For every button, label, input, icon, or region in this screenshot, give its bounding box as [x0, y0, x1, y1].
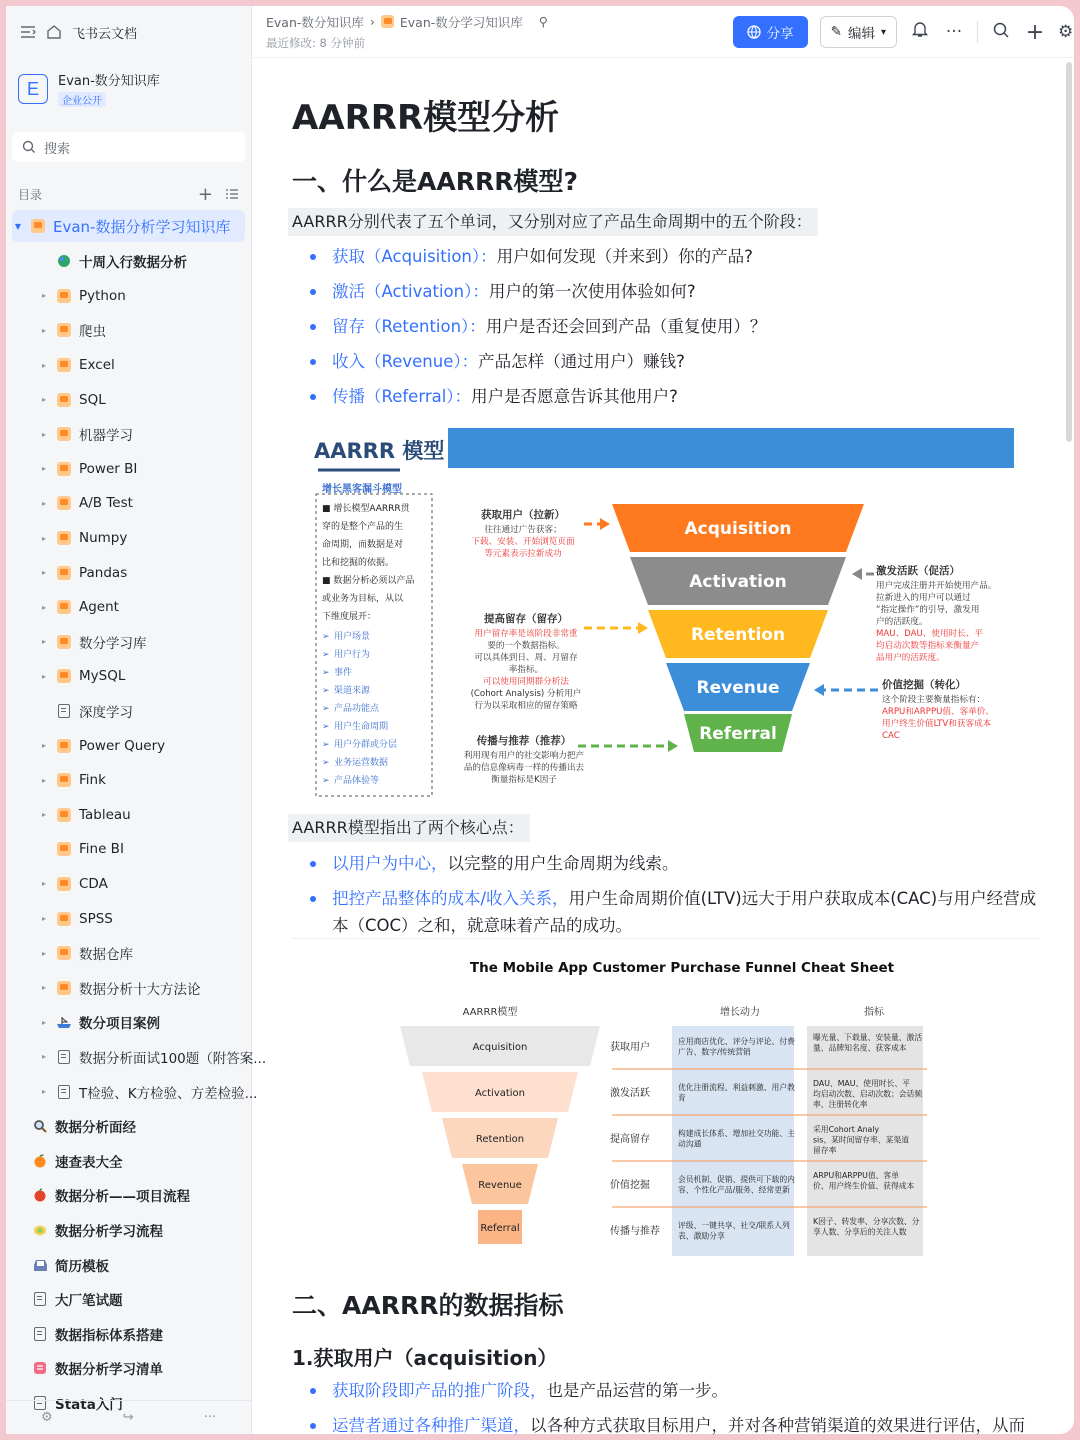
side-list-arrow: ➢: [322, 668, 330, 678]
tree-item[interactable]: [6, 1282, 251, 1317]
chevron-down-icon: ▾: [880, 26, 886, 38]
pencil-icon: ✎: [830, 24, 842, 40]
funnel-stage-label: Referral: [699, 724, 777, 744]
expand-caret-icon[interactable]: ▸: [41, 429, 46, 439]
side-text-line: ■ 数据分析必须以产品: [322, 576, 415, 586]
core-intro-text: AARRR模型指出了两个核心点：: [288, 814, 530, 842]
more-icon[interactable]: ···: [203, 1410, 216, 1425]
side-text-line: 下维度展开：: [322, 612, 377, 622]
aarrr-model-figure: [308, 422, 1018, 807]
side-list-item: 用户分群或分层: [334, 740, 398, 750]
toc-header: [6, 174, 251, 214]
tree-item-label: 数分学习库: [79, 635, 147, 652]
expand-caret-icon[interactable]: ▸: [41, 948, 46, 958]
search-placeholder: 搜索: [44, 141, 71, 157]
search-icon[interactable]: [990, 22, 1012, 43]
folder-icon: [56, 841, 72, 857]
folder-icon: [381, 15, 394, 28]
app-window: [6, 6, 1074, 1434]
tree-item[interactable]: [6, 763, 251, 798]
tree-item-label: SPSS: [79, 910, 113, 927]
tree-item-label: 速查表大全: [55, 1154, 123, 1171]
kb-name: Evan-数分知识库: [58, 74, 160, 89]
tree-item-label: Fine BI: [79, 841, 124, 858]
share-button[interactable]: [733, 16, 808, 48]
funnel-stage-label: Retention: [690, 625, 786, 645]
cheatsheet-cn-label: 激发活跃: [610, 1088, 650, 1099]
folder-icon: [56, 876, 72, 892]
tree-item-label: 十周入行数据分析: [79, 255, 187, 272]
folder-icon: [56, 357, 72, 373]
document-body: [292, 58, 1060, 1434]
tree-item-label: 大厂笔试题: [55, 1293, 123, 1310]
scrollbar[interactable]: [1066, 62, 1072, 442]
share-label: 分享: [766, 26, 794, 42]
folder-icon: [56, 322, 72, 338]
tree-item-label: 数据分析十大方法论: [79, 981, 201, 998]
funnel-stage-label: Activation: [689, 572, 787, 592]
edit-button[interactable]: [820, 16, 897, 48]
expand-caret-icon[interactable]: ▸: [41, 914, 46, 924]
tree-item-label: Excel: [79, 357, 115, 374]
annotation-line: 用户终生价值LTV和获客成本: [882, 719, 992, 729]
tree-item[interactable]: [6, 1316, 251, 1351]
expand-caret-icon[interactable]: ▸: [41, 360, 46, 370]
cheatsheet-cn-label: 获取用户: [610, 1042, 650, 1053]
side-list-item: 产品功能点: [334, 704, 380, 714]
tree-item[interactable]: [6, 382, 251, 417]
document-area: [252, 6, 1074, 1434]
cheatsheet-text-line: 均启动次数、启动次数；会话频: [813, 1089, 923, 1099]
cheatsheet-text-line: 容、个性化产品/服务、经常更新: [678, 1185, 790, 1195]
cheatsheet-text-line: 表、激励分享: [678, 1231, 725, 1241]
side-box-title: 增长黑客漏斗模型: [322, 484, 402, 495]
page-title: AARRR模型分析: [292, 98, 560, 138]
annotation-line: MAU、DAU、使用时长、平: [876, 629, 983, 639]
annotation-line: 衡量指标是K因子: [491, 775, 557, 785]
figure2-col2: 增长动力: [720, 1007, 760, 1018]
cheatsheet-text-line: 价、用户终生价值、获得成本: [813, 1181, 915, 1191]
egg-icon: [32, 1222, 48, 1238]
list-item: 获取（Acquisition）：用户如何发现（并来到）你的产品?: [304, 243, 1040, 270]
breadcrumb-root[interactable]: Evan-数分知识库: [266, 14, 364, 30]
annotation-line: 户的活跃度。: [876, 617, 928, 627]
gear-icon[interactable]: ⚙: [1058, 22, 1074, 42]
tree-item-label: 简历模板: [55, 1258, 109, 1275]
cheatsheet-text-line: sis、某时间留存率、某渠道: [813, 1135, 910, 1145]
tree-item-label: Numpy: [79, 530, 128, 547]
tree-item-root[interactable]: [12, 210, 245, 242]
side-list-item: 用户行为: [334, 650, 371, 660]
tree-item[interactable]: [6, 1109, 251, 1144]
expand-caret-icon[interactable]: ▸: [41, 291, 46, 301]
tree-item[interactable]: [6, 901, 251, 936]
apple-icon: [32, 1187, 48, 1203]
tree-item[interactable]: [6, 417, 251, 452]
cheatsheet-stage-label: Revenue: [478, 1180, 522, 1191]
expand-caret-icon[interactable]: ▸: [41, 1017, 46, 1027]
tree-item-label: 数分项目案例: [79, 1016, 160, 1033]
folder-icon: [56, 530, 72, 546]
side-text-line: ■ 增长模型AARRR贯: [322, 504, 410, 514]
annotation-line: 这个阶段主要衡量指标有：: [882, 695, 986, 705]
cheatsheet-text-line: K因子、转发率、分享次数、分: [813, 1217, 920, 1226]
expand-caret-icon[interactable]: ▸: [41, 810, 46, 820]
tree-item[interactable]: [6, 313, 251, 348]
annotation-title: 激发活跃（促活）: [876, 565, 960, 577]
folder-icon: [56, 945, 72, 961]
side-list-arrow: ➢: [322, 632, 330, 642]
sidebar-footer: [6, 1400, 251, 1434]
tree-item[interactable]: [6, 279, 251, 314]
annotation-line: 下载、安装、开始浏览页面: [471, 537, 575, 547]
tree-item[interactable]: [6, 1247, 251, 1282]
divider: [292, 938, 1040, 939]
cheatsheet-text-line: 采用Cohort Analy: [813, 1125, 880, 1134]
cheatsheet-text-line: 量、品牌知名度、获客成本: [813, 1043, 907, 1053]
tree-item-label: MySQL: [79, 668, 126, 685]
divider: [977, 21, 978, 43]
list-item: 获取阶段即产品的推广阶段，也是产品运营的第一步。: [304, 1377, 1040, 1404]
folder-icon: [56, 738, 72, 754]
list-view-icon[interactable]: [225, 188, 239, 200]
cheatsheet-stage-label: Acquisition: [472, 1042, 528, 1053]
kb-visibility-badge: 企业公开: [58, 92, 106, 107]
cheatsheet-text-line: 会员机制、促销、提供可下载的内: [678, 1175, 795, 1184]
annotation-title: 传播与推荐（推荐）: [476, 735, 572, 747]
side-list-item: 事件: [334, 668, 353, 678]
tree-item-label: T检验、K方检验、方差检验...: [79, 1085, 258, 1102]
doc-icon: [56, 1049, 72, 1065]
cheatsheet-text-line: 率、注册转化率: [813, 1100, 868, 1109]
tree-item-label: Power Query: [79, 737, 166, 754]
list-item: 收入（Revenue）：产品怎样（通过用户）赚钱?: [304, 348, 1040, 375]
section-heading-1: 一、什么是AARRR模型?: [292, 167, 578, 196]
side-list-item: 用户生命周期: [334, 722, 389, 732]
folder-icon: [56, 599, 72, 615]
search-icon: [22, 140, 36, 154]
tree-item[interactable]: [6, 1005, 251, 1040]
knowledge-base-header[interactable]: [6, 58, 251, 120]
expand-caret-icon[interactable]: ▸: [41, 775, 46, 785]
expand-caret-icon[interactable]: ▸: [41, 325, 46, 335]
side-text-line: 命周期，而数据是对: [322, 540, 404, 550]
funnel-stage-label: Acquisition: [684, 519, 792, 539]
annotation-line: CAC: [882, 731, 900, 741]
folder-icon: [56, 668, 72, 684]
cheatsheet-text-line: 动沟通: [678, 1139, 702, 1149]
figure1-title: AARRR 模型: [314, 439, 445, 463]
tree-item[interactable]: [6, 555, 251, 590]
expand-caret-icon[interactable]: ▸: [41, 671, 46, 681]
add-icon[interactable]: +: [1025, 19, 1045, 45]
expand-caret-icon[interactable]: ▸: [41, 533, 46, 543]
home-icon[interactable]: [46, 24, 62, 40]
inbox-icon: [32, 1257, 48, 1273]
tree-item-label: Fink: [79, 772, 106, 789]
tree-item[interactable]: [6, 244, 251, 279]
tree-item[interactable]: [6, 521, 251, 556]
tree-item-label: SQL: [79, 391, 106, 408]
globe-icon: [747, 25, 761, 39]
kb-logo-icon: E: [18, 74, 48, 104]
tree-item-label: 数据指标体系搭建: [55, 1327, 163, 1344]
tree-item[interactable]: [6, 590, 251, 625]
doc-icon: [56, 1084, 72, 1100]
breadcrumb: [266, 13, 548, 51]
expand-caret-icon[interactable]: ▸: [41, 498, 46, 508]
tree-item-label: 爬虫: [79, 324, 106, 341]
purchase-funnel-cheatsheet: [382, 958, 982, 1258]
annotation-line: 拉新进入的用户可以通过: [876, 593, 971, 603]
annotation-line: 可以使用同期群分析法: [483, 677, 569, 687]
cheatsheet-stage-label: Referral: [480, 1223, 520, 1234]
tree-item[interactable]: [6, 728, 251, 763]
tree-item[interactable]: [6, 1143, 251, 1178]
tree-item-label: Power BI: [79, 460, 138, 477]
doc-icon: [32, 1326, 48, 1342]
cheatsheet-cn-label: 传播与推荐: [610, 1226, 660, 1237]
tree-item-label: 数据分析学习清单: [55, 1362, 163, 1379]
pin-icon[interactable]: ⚲: [538, 14, 548, 29]
tree-item-label: Agent: [79, 599, 119, 616]
globe-icon: [56, 253, 72, 269]
expand-caret-icon[interactable]: ▸: [41, 741, 46, 751]
annotation-line: ARPU和ARPPU值、客单价、: [882, 707, 994, 717]
side-text-line: 或业务为目标，从以: [322, 594, 404, 604]
ship-icon: [56, 1014, 72, 1030]
funnel-stage-label: Revenue: [696, 678, 780, 698]
arrow-head: [668, 740, 678, 752]
tree-item-label: 深度学习: [79, 705, 133, 722]
orange-icon: [32, 1153, 48, 1169]
settings-icon[interactable]: ⚙: [41, 1410, 53, 1425]
figure2-col3: 指标: [864, 1007, 884, 1018]
annotation-line: “指定操作”的引导，激发用: [876, 605, 980, 615]
expand-caret-icon[interactable]: ▸: [41, 395, 46, 405]
last-modified: 最近修改: 8 分钟前: [266, 35, 366, 50]
tree-item-label: 数据分析学习流程: [55, 1223, 163, 1240]
annotation-line: 往往通过广告获客；: [484, 525, 562, 535]
tree-item[interactable]: [6, 832, 251, 867]
tree-item[interactable]: [6, 486, 251, 521]
toc-label: 目录: [18, 187, 43, 202]
annotation-line: 行为以采取相应的留存策略: [474, 701, 578, 711]
tree-item-label: Pandas: [79, 564, 128, 581]
folder-icon: [56, 288, 72, 304]
annotation-line: 均启动次数等指标来衡量产: [876, 641, 980, 651]
side-list-arrow: ➢: [322, 686, 330, 696]
side-text-line: 穿的是整个产品的生: [322, 522, 404, 532]
folder-icon: [56, 772, 72, 788]
folder-icon: [56, 392, 72, 408]
annotation-line: 品用户的活跃度。: [876, 653, 945, 663]
folder-icon: [56, 565, 72, 581]
list-item: 传播（Referral）：用户是否愿意告诉其他用户?: [304, 383, 1040, 410]
tree-item[interactable]: [6, 1213, 251, 1248]
tree-item-label: Python: [79, 287, 126, 304]
tree-item[interactable]: [6, 798, 251, 833]
side-list-arrow: ➢: [322, 650, 330, 660]
annotation-line: 率指标。: [508, 665, 544, 675]
folder-icon: [56, 807, 72, 823]
cheatsheet-text-line: 优化注册流程、利益刺激、用户教: [678, 1083, 795, 1092]
cheatsheet-text-line: 广告、数字/传统营销: [678, 1047, 751, 1057]
side-text-line: 比和挖掘的依据。: [322, 558, 395, 568]
annotation-line: (Cohort Analysis) 分析用户: [470, 689, 582, 699]
folder-icon: [56, 980, 72, 996]
annotation-title: 提高留存（留存）: [484, 613, 568, 625]
expand-caret-icon[interactable]: ▸: [41, 637, 46, 647]
side-list-arrow: ➢: [322, 740, 330, 750]
cheatsheet-cn-label: 价值挖掘: [610, 1180, 650, 1191]
cheatsheet-text-line: 育: [678, 1093, 686, 1103]
arrow-head: [814, 684, 824, 696]
list-item: 运营者通过各种推广渠道，以各种方式获取目标用户，并对各种营销渠道的效果进行评估，从而: [304, 1412, 1040, 1439]
expand-caret-icon[interactable]: ▸: [41, 568, 46, 578]
cheatsheet-stage-label: Retention: [475, 1134, 525, 1145]
tree-item-label: 数据分析——项目流程: [55, 1189, 190, 1206]
tree-item-label: CDA: [79, 875, 108, 892]
expand-caret-icon[interactable]: ▸: [41, 1052, 46, 1062]
cheatsheet-cn-label: 提高留存: [610, 1134, 650, 1145]
cheatsheet-text-line: 享人数、分享后的关注人数: [813, 1227, 907, 1237]
cheatsheet-text-line: 留存率: [813, 1146, 837, 1155]
sidebar: [6, 6, 267, 1434]
expand-caret-icon[interactable]: ▸: [41, 983, 46, 993]
side-list-arrow: ➢: [322, 704, 330, 714]
arrow-head: [600, 518, 610, 530]
folder-icon: [56, 495, 72, 511]
side-list-item: 用户场景: [334, 632, 371, 642]
list-item: 把控产品整体的成本/收入关系，用户生命周期价值(LTV)远大于用户获取成本(CAC)与用户经营成本（COC）之和，就意味着产品的成功。: [304, 885, 1040, 939]
tree-item[interactable]: [6, 1074, 258, 1109]
annotation-line: 等元素表示拉新成功: [484, 549, 562, 559]
list-item: 激活（Activation）：用户的第一次使用体验如何?: [304, 278, 1040, 305]
expand-caret-icon[interactable]: ▸: [41, 464, 46, 474]
app-name[interactable]: 飞书云文档: [72, 26, 138, 42]
tree-item-label: Stata入门: [55, 1396, 123, 1413]
tree-item-label: 机器学习: [79, 428, 133, 445]
cheatsheet-text-line: 构建成长体系、增加社交功能、主: [678, 1129, 795, 1138]
annotation-title: 价值挖掘（转化）: [882, 679, 966, 691]
arrow-head: [852, 568, 862, 580]
side-list-item: 业务运营数据: [334, 758, 389, 768]
tree-item[interactable]: [6, 659, 251, 694]
tree-item[interactable]: [6, 452, 251, 487]
tree-item-label: 数据分析面经: [55, 1120, 136, 1137]
cheatsheet-text-line: 评级、一键共享、社交/联系人列: [678, 1221, 790, 1230]
core-points-list: [304, 850, 1040, 939]
topbar: [252, 6, 1074, 58]
tree-item[interactable]: [6, 867, 251, 902]
list-item: 以用户为中心，以完整的用户生命周期为线索。: [304, 850, 1040, 877]
annotation-title: 获取用户（拉新）: [481, 509, 565, 521]
folder-icon: [31, 219, 45, 233]
tree-item[interactable]: [6, 1178, 251, 1213]
tree-item[interactable]: [6, 625, 251, 660]
tree-item-label: 数据仓库: [79, 947, 133, 964]
tree-item-label: Tableau: [79, 806, 131, 823]
figure2-title: The Mobile App Customer Purchase Funnel Cheat Sheet: [469, 960, 895, 976]
doc-icon: [56, 703, 72, 719]
tree-item[interactable]: [6, 936, 251, 971]
expand-caret-icon[interactable]: ▸: [41, 1087, 46, 1097]
doc-icon: [32, 1291, 48, 1307]
add-icon[interactable]: +: [197, 183, 213, 205]
side-list-arrow: ➢: [322, 758, 330, 768]
search-input[interactable]: [12, 132, 245, 162]
tree-item[interactable]: [6, 1351, 251, 1386]
acquisition-list: [304, 1377, 1040, 1439]
tree-item-label: 数据分析面试100题（附答案...: [79, 1050, 267, 1067]
edit-label: 编辑: [847, 26, 875, 42]
cheatsheet-text-line: ARPU和ARPPU值、客单: [813, 1171, 900, 1180]
side-list-arrow: ➢: [322, 776, 330, 786]
annotation-line: 品的信息像病毒一样的传播出去: [463, 763, 585, 773]
folder-icon: [56, 461, 72, 477]
share-out-icon[interactable]: ↪: [122, 1410, 134, 1425]
folder-icon: [56, 634, 72, 650]
more-icon[interactable]: ···: [945, 22, 963, 42]
stages-list: [304, 243, 1040, 410]
annotation-line: 用户完成注册并开始使用产品。: [876, 581, 997, 591]
tree-item[interactable]: [6, 694, 251, 729]
folder-icon: [56, 911, 72, 927]
chevron-right-icon: ›: [369, 14, 375, 29]
tree-item-label: A/B Test: [79, 495, 133, 512]
expand-caret-icon[interactable]: ▸: [41, 879, 46, 889]
annotation-line: 可以具体到日、周、月留存: [474, 653, 578, 663]
bell-icon[interactable]: [909, 21, 931, 43]
folder-icon: [56, 426, 72, 442]
section-heading-2: 二、AARRR的数据指标: [292, 1291, 564, 1320]
side-list-arrow: ➢: [322, 722, 330, 732]
cheatsheet-stage-label: Activation: [474, 1088, 526, 1099]
collapse-sidebar-icon[interactable]: [20, 25, 36, 39]
figure1-banner: [448, 428, 1014, 468]
tree-item[interactable]: [6, 1040, 267, 1075]
tree-item-label: Evan-数据分析学习知识库: [53, 217, 231, 236]
breadcrumb-page[interactable]: Evan-数分学习知识库: [399, 14, 523, 30]
list-item: 留存（Retention）：用户是否还会回到产品（重复使用）？: [304, 313, 1040, 340]
cheatsheet-text-line: DAU、MAU、使用时长、平: [813, 1079, 911, 1088]
annotation-line: 要的一个数据指标。: [487, 641, 565, 651]
magnifier-icon: [32, 1118, 48, 1134]
tree-item[interactable]: [6, 970, 251, 1005]
sidebar-header: [6, 6, 251, 58]
cheatsheet-text-line: 曝光量、下载量、安装量、激活: [813, 1033, 923, 1042]
list-icon: [32, 1360, 48, 1376]
cheatsheet-text-line: 应用商店优化、评分与评论、付费: [678, 1037, 795, 1046]
arrow-head: [638, 622, 648, 634]
subsection-heading-1: 1.获取用户（acquisition）: [292, 1346, 558, 1370]
figure2-col1: AARRR模型: [462, 1007, 518, 1018]
side-list-item: 渠道来源: [334, 686, 371, 696]
doc-tree: [6, 210, 267, 1420]
side-list-item: 产品体验等: [334, 776, 380, 786]
annotation-line: 利用现有用户的社交影响力把产: [463, 751, 585, 761]
tree-item[interactable]: [6, 348, 251, 383]
intro-text: AARRR分别代表了五个单词，又分别对应了产品生命周期中的五个阶段：: [288, 208, 818, 236]
expand-caret-icon[interactable]: ▼: [14, 221, 22, 231]
annotation-line: 用户留存率是该阶段非常重: [474, 629, 578, 639]
expand-caret-icon[interactable]: ▸: [41, 602, 46, 612]
